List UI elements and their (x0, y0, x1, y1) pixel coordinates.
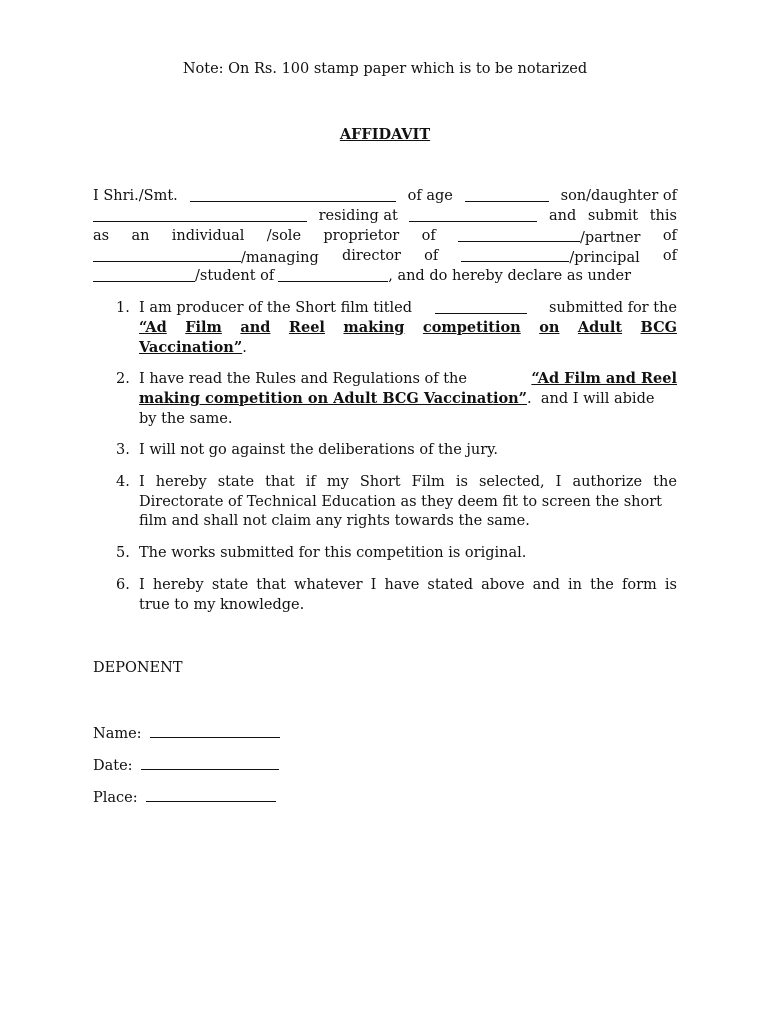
list-item-1-line-2 (139, 318, 677, 338)
item-word: I (139, 577, 145, 593)
competition-word: “Ad (139, 319, 167, 336)
intro-text: individual (171, 228, 245, 244)
item-word: and (532, 577, 560, 593)
item-word: state (211, 577, 249, 593)
list-item-6-line-1 (139, 575, 677, 595)
competition-name: Vaccination” (139, 339, 243, 356)
name-blank[interactable] (190, 186, 396, 202)
intro-text: /student of (195, 268, 275, 284)
place-blank[interactable] (146, 786, 276, 802)
item-text: Directorate of Technical Education as they deem fit to screen the short (139, 494, 662, 510)
name-label: Name: (93, 726, 142, 742)
date-label: Date: (93, 758, 133, 774)
list-item-2-line-3 (139, 409, 677, 429)
list-item-4-line-3 (139, 511, 677, 531)
film-title-blank[interactable] (435, 298, 527, 314)
intro-text: this (649, 208, 677, 224)
item-number: 2. (116, 371, 130, 387)
item-word: selected, (478, 474, 545, 490)
intro-text: as (93, 228, 110, 244)
intro-text: son/daughter of (560, 188, 677, 204)
list-item-4-line-1 (139, 472, 677, 492)
item-number: 5. (116, 545, 130, 561)
item-text: . and I will abide (527, 391, 655, 407)
name-signature-blank[interactable] (150, 722, 280, 738)
list-item-3-line-1 (139, 440, 677, 460)
item-word: is (455, 474, 468, 490)
item-word: I (139, 474, 145, 490)
item-word: in (568, 577, 583, 593)
partner-blank[interactable] (93, 246, 241, 262)
residence-blank[interactable] (409, 206, 537, 222)
student-blank[interactable] (278, 266, 388, 282)
individual-blank[interactable] (458, 226, 580, 242)
item-word: is (664, 577, 677, 593)
date-field (93, 754, 279, 774)
item-word: form (621, 577, 657, 593)
list-item-2-line-2 (139, 389, 677, 409)
item-word: authorize (572, 474, 643, 490)
intro-text: /principal (569, 250, 640, 266)
competition-word: competition (422, 319, 521, 336)
item-word: my (326, 474, 349, 490)
intro-text: I Shri./Smt. (93, 188, 178, 204)
item-word: if (305, 474, 316, 490)
director-blank[interactable] (461, 246, 569, 262)
intro-text: of (662, 248, 677, 264)
intro-text: of (424, 248, 439, 264)
intro-line-3 (93, 226, 677, 246)
competition-word: Reel (288, 319, 325, 336)
competition-word: on (539, 319, 560, 336)
item-word: whatever (294, 577, 363, 593)
date-blank[interactable] (141, 754, 279, 770)
intro-text: /partner (580, 230, 641, 246)
list-item-1-line-1 (139, 298, 677, 318)
item-word: Short (359, 474, 401, 490)
item-text: I will not go against the deliberations of the jury. (139, 442, 499, 458)
intro-text: an (131, 228, 150, 244)
item-word: I (555, 474, 562, 490)
item-text: true to my knowledge. (139, 597, 305, 613)
list-item-2-line-1 (139, 369, 677, 389)
intro-text: residing at (318, 208, 398, 224)
item-word: state (217, 474, 255, 490)
competition-word: BCG (640, 319, 677, 336)
item-text: The works submitted for this competition is original. (139, 545, 527, 561)
intro-line-1 (93, 186, 677, 206)
competition-word: Adult (577, 319, 623, 336)
intro-text: of (662, 228, 677, 244)
item-word: have (384, 577, 420, 593)
list-item-1-line-3 (139, 338, 677, 358)
item-number: 1. (116, 300, 130, 316)
intro-line-2 (93, 206, 677, 226)
item-word: hereby (155, 474, 207, 490)
deponent-label: DEPONENT (93, 660, 183, 676)
parent-name-blank[interactable] (93, 206, 307, 222)
stamp-paper-note: Note: On Rs. 100 stamp paper which is to be notarized (182, 61, 588, 77)
item-text: I am producer of the Short film titled (139, 300, 413, 316)
item-number: 3. (116, 442, 130, 458)
item-word: that (265, 474, 295, 490)
intro-text: and (549, 208, 577, 224)
intro-text: , and do hereby declare as under (388, 268, 632, 284)
competition-word: and (240, 319, 271, 336)
item-text: film and shall not claim any rights towards the same. (139, 513, 530, 529)
item-text: submitted for the (549, 300, 677, 316)
list-item-4-line-2 (139, 492, 677, 512)
intro-text: /managing (241, 250, 319, 266)
name-field (93, 722, 280, 742)
competition-name: making competition on Adult BCG Vaccination” (139, 390, 528, 407)
item-word: hereby (152, 577, 204, 593)
item-text: . (242, 340, 247, 356)
intro-text: of (421, 228, 436, 244)
competition-word: making (343, 319, 405, 336)
item-text: by the same. (139, 411, 233, 427)
item-word: the (590, 577, 614, 593)
item-word: above (481, 577, 525, 593)
principal-blank[interactable] (93, 266, 195, 282)
document-title: AFFIDAVIT (339, 126, 431, 143)
item-word: that (256, 577, 286, 593)
item-word: Film (411, 474, 445, 490)
intro-text: /sole (266, 228, 302, 244)
item-number: 4. (116, 474, 130, 490)
item-word: stated (427, 577, 473, 593)
list-item-6-line-2 (139, 595, 677, 615)
intro-text: of age (407, 188, 453, 204)
intro-text: proprietor (323, 228, 400, 244)
item-text: I have read the Rules and Regulations of the (139, 371, 467, 387)
intro-line-4 (93, 246, 677, 266)
competition-name: “Ad Film and Reel (531, 370, 677, 387)
list-item-5-line-1 (139, 543, 677, 563)
intro-text: submit (587, 208, 639, 224)
item-number: 6. (116, 577, 130, 593)
place-field (93, 786, 276, 806)
intro-text: director (341, 248, 401, 264)
intro-line-5 (93, 266, 677, 286)
competition-word: Film (185, 319, 222, 336)
place-label: Place: (93, 790, 138, 806)
item-word: I (370, 577, 377, 593)
age-blank[interactable] (465, 186, 549, 202)
item-word: the (653, 474, 677, 490)
